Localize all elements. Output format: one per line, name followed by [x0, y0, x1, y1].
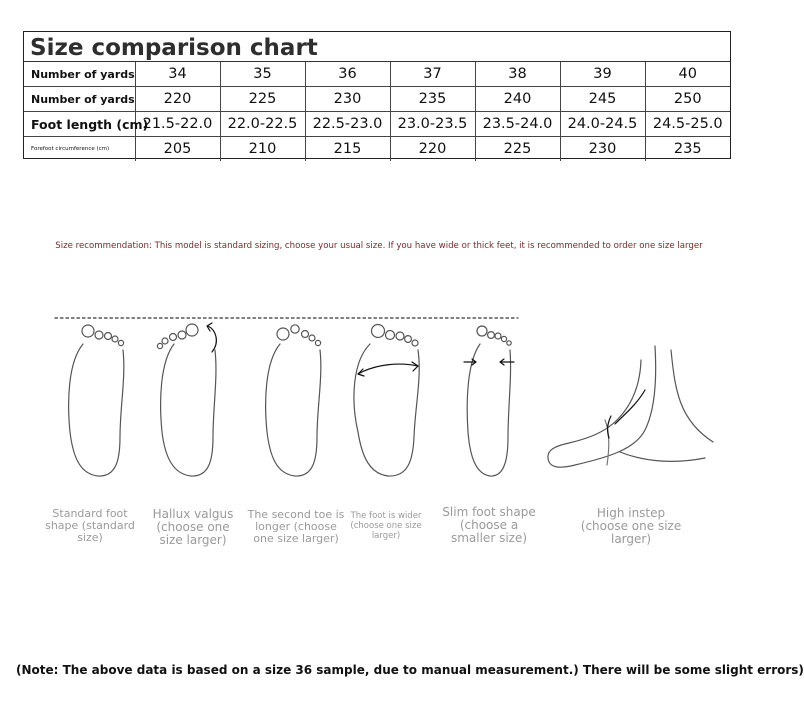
table-cell: 23.0-23.5 — [390, 112, 475, 137]
measurement-note: (Note: The above data is based on a size 36 sample, due to manual measurement.) There will be some slight errors) — [16, 663, 804, 677]
table-cell: 23.5-24.0 — [475, 112, 560, 137]
table-row — [24, 87, 730, 112]
second-toe-longer-foot-icon — [266, 325, 321, 476]
table-cell: 210 — [220, 137, 305, 162]
row-label: Number of yards — [24, 62, 135, 87]
caption-second-toe-longer: The second toe is longer (choose one size larger) — [247, 508, 345, 545]
table-cell: 250 — [645, 87, 730, 112]
table-cell: 40 — [645, 62, 730, 87]
caption-high-instep: High instep (choose one size larger) — [580, 506, 682, 546]
caption-standard-foot: Standard foot shape (standard size) — [45, 507, 135, 544]
caption-wider-foot: The foot is wider (choose one size larger) — [350, 511, 422, 541]
size-recommendation: Size recommendation: This model is standard sizing, choose your usual size. If you have wide or thick feet, it is recommended to order one size larger — [55, 241, 703, 251]
table-cell: 245 — [560, 87, 645, 112]
table-cell: 36 — [305, 62, 390, 87]
table-cell: 34 — [135, 62, 220, 87]
foot-shapes-illustration — [40, 300, 730, 490]
table-cell: 24.0-24.5 — [560, 112, 645, 137]
caption-hallux-valgus: Hallux valgus (choose one size larger) — [152, 507, 234, 547]
table-cell: 220 — [135, 87, 220, 112]
table-cell: 240 — [475, 87, 560, 112]
hallux-valgus-foot-icon — [157, 323, 216, 476]
table-row — [24, 62, 730, 87]
table-cell: 39 — [560, 62, 645, 87]
table-cell: 225 — [220, 87, 305, 112]
wide-foot-icon — [354, 325, 419, 477]
row-label: Number of yards — [24, 87, 135, 112]
size-comparison-chart — [23, 31, 731, 159]
table-cell: 235 — [390, 87, 475, 112]
table-cell: 24.5-25.0 — [645, 112, 730, 137]
high-instep-foot-icon — [548, 346, 713, 467]
table-cell: 38 — [475, 62, 560, 87]
table-cell: 230 — [305, 87, 390, 112]
table-cell: 21.5-22.0 — [135, 112, 220, 137]
row-label: Forefoot circumference (cm) — [24, 137, 135, 162]
slim-foot-icon — [464, 326, 514, 476]
table-row — [24, 112, 730, 137]
row-label: Foot length (cm) — [24, 112, 135, 137]
standard-foot-icon — [69, 325, 124, 476]
chart-title: Size comparison chart — [24, 32, 730, 62]
table-cell: 37 — [390, 62, 475, 87]
table-cell: 205 — [135, 137, 220, 162]
table-cell: 220 — [390, 137, 475, 162]
table-cell: 22.0-22.5 — [220, 112, 305, 137]
size-table — [24, 62, 730, 161]
table-cell: 225 — [475, 137, 560, 162]
table-cell: 215 — [305, 137, 390, 162]
table-cell: 230 — [560, 137, 645, 162]
table-cell: 22.5-23.0 — [305, 112, 390, 137]
table-cell: 35 — [220, 62, 305, 87]
table-cell: 235 — [645, 137, 730, 162]
caption-slim-foot: Slim foot shape (choose a smaller size) — [442, 505, 536, 545]
table-row — [24, 137, 730, 162]
